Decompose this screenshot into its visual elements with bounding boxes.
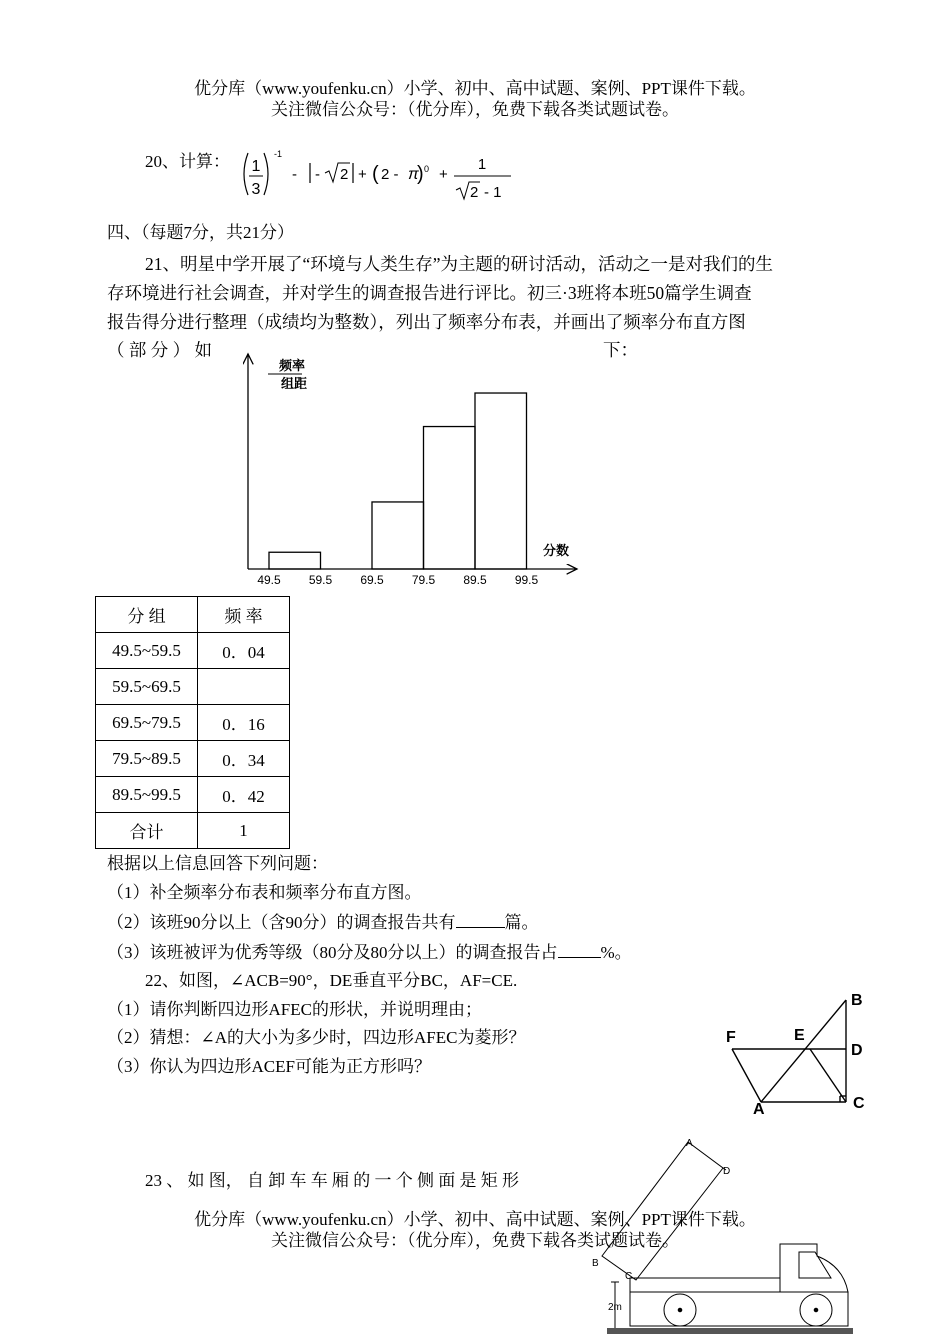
q21-sub2-text: （2）该班90分以上（含90分）的调查报告共有	[107, 913, 456, 932]
q20-frac-num: 1	[251, 158, 261, 175]
table-row	[96, 777, 290, 813]
q22-sub2: （2）猜想：∠A的大小为多少时，四边形AFEC为菱形？	[107, 1028, 526, 1047]
q21-line-2: 存环境进行社会调查，并对学生的调查报告进行评比。初三·3班将本班50篇学生调查	[107, 283, 752, 303]
q21-line-4-right: 下：	[603, 340, 638, 360]
q23-text: 23 、 如 图， 自 卸 车 车 厢 的 一 个 侧 面 是 矩 形	[145, 1171, 519, 1190]
q23-label-d: D	[723, 1166, 731, 1177]
header-site-line: 优分库（www.youfenku.cn）小学、初中、高中试题、案例、PPT课件下载。	[194, 79, 756, 98]
q21-line-3: 报告得分进行整理（成绩均为整数），列出了频率分布表，并画出了频率分布直方图	[107, 312, 746, 332]
q22-label-e: E	[794, 1027, 805, 1044]
q21-sub3-suffix: %。	[600, 943, 632, 962]
frequency-histogram	[235, 350, 585, 590]
header-wechat-line: 关注微信公众号：（优分库），免费下载各类试题试卷。	[271, 100, 679, 119]
q20-exp0: 0	[424, 164, 430, 174]
hist-y-label-top: 频率	[279, 358, 306, 373]
q23-label-c: C	[625, 1271, 633, 1282]
q22-label-b: B	[851, 992, 863, 1009]
q20-abs-sign: -	[315, 166, 320, 183]
q22-sub3: （3）你认为四边形ACEF可能为正方形吗？	[107, 1057, 431, 1076]
q21-sub3	[107, 941, 632, 964]
q20-plus: +	[358, 166, 367, 183]
histogram-tick-label: 59.5	[308, 573, 333, 587]
q22-geometry-figure	[718, 986, 878, 1118]
table-cell-group: 59.5~69.5	[96, 669, 198, 705]
ground	[607, 1328, 853, 1334]
table-cell-group: 49.5~59.5	[96, 633, 198, 669]
q21-line-4-left: （ 部 分 ） 如	[107, 340, 212, 360]
table-cell-total-label: 合计	[96, 813, 198, 849]
q22-sub1: （1）请你判断四边形AFEC的形状，并说明理由；	[107, 1000, 482, 1019]
q20-minus: -	[292, 166, 297, 183]
q20-frac2-rest: - 1	[484, 184, 502, 201]
q21-sub2-blank[interactable]	[456, 911, 505, 928]
svg-text:(: (	[372, 163, 379, 185]
table-cell-group: 79.5~89.5	[96, 741, 198, 777]
q22-label-f: F	[726, 1029, 736, 1046]
table-cell-group: 89.5~99.5	[96, 777, 198, 813]
q21-intro: 根据以上信息回答下列问题：	[107, 854, 328, 873]
q22-label-c: C	[853, 1095, 865, 1112]
hist-x-label: 分数	[543, 543, 570, 558]
histogram-bar-4	[424, 427, 476, 569]
table-header-group: 分 组	[96, 597, 198, 633]
q23-label-a: A	[686, 1138, 693, 1149]
table-row	[96, 633, 290, 669]
table-row	[96, 669, 290, 705]
table-cell-frequency: 0．34	[198, 741, 290, 777]
q20-plus2: +	[439, 166, 448, 183]
q22-label-a: A	[753, 1101, 765, 1118]
table-total-row	[96, 813, 290, 849]
table-row	[96, 741, 290, 777]
section-four-title: 四、（每题7分，共21分）	[107, 223, 294, 242]
q22-label-d: D	[851, 1042, 863, 1059]
q21-line-1: 21、明星中学开展了“环境与人类生存”为主题的研讨活动，活动之一是对我们的生	[145, 254, 774, 274]
q20-sqrt-arg: 2	[340, 166, 349, 183]
histogram-tick-label: 89.5	[463, 573, 487, 587]
histogram-tick-label: 69.5	[360, 573, 384, 587]
q20-paren-expr: 2 -	[381, 166, 399, 183]
table-cell-frequency: 0．42	[198, 777, 290, 813]
svg-text:): )	[417, 163, 424, 185]
footer-site-line: 优分库（www.youfenku.cn）小学、初中、高中试题、案例、PPT课件下载。	[194, 1210, 756, 1229]
q21-sub3-text: （3）该班被评为优秀等级（80分及80分以上）的调查报告占	[107, 943, 558, 962]
q20-frac2-sqrt: 2	[470, 184, 479, 201]
q20-frac2-num: 1	[477, 156, 487, 173]
q22-text: 22、如图，∠ACB=90°，DE垂直平分BC，AF=CE.	[145, 971, 518, 990]
q21-sub2	[107, 911, 539, 934]
table-row	[96, 705, 290, 741]
q20-label: 20、计算：	[145, 152, 230, 171]
histogram-tick-label: 99.5	[514, 573, 539, 587]
q23-label-b: B	[592, 1258, 599, 1269]
q20-exponent: -1	[274, 149, 283, 159]
frequency-table	[95, 596, 290, 849]
histogram-bar-5	[475, 393, 527, 569]
hist-y-label-bottom: 组距	[281, 376, 308, 391]
histogram-bar-1	[269, 552, 321, 569]
table-header-row	[96, 597, 290, 633]
table-cell-frequency: 0．04	[198, 633, 290, 669]
q23-label-height: 2m	[608, 1302, 622, 1313]
table-cell-frequency: 0．16	[198, 705, 290, 741]
q20-pi: π	[408, 166, 419, 183]
q21-sub3-blank[interactable]	[558, 941, 601, 958]
table-cell-frequency	[198, 669, 290, 705]
histogram-bar-3	[372, 502, 424, 569]
table-cell-total-value: 1	[198, 813, 290, 849]
table-cell-group: 69.5~79.5	[96, 705, 198, 741]
histogram-tick-label: 79.5	[411, 573, 436, 587]
q21-sub1: （1）补全频率分布表和频率分布直方图。	[107, 883, 422, 902]
q21-sub2-suffix: 篇。	[504, 913, 539, 932]
footer-wechat-line: 关注微信公众号：（优分库），免费下载各类试题试卷。	[271, 1231, 679, 1250]
histogram-tick-label: 49.5	[257, 573, 281, 587]
q20-frac-den: 3	[251, 181, 261, 198]
table-header-frequency: 频 率	[198, 597, 290, 633]
q20-expression	[236, 145, 526, 207]
